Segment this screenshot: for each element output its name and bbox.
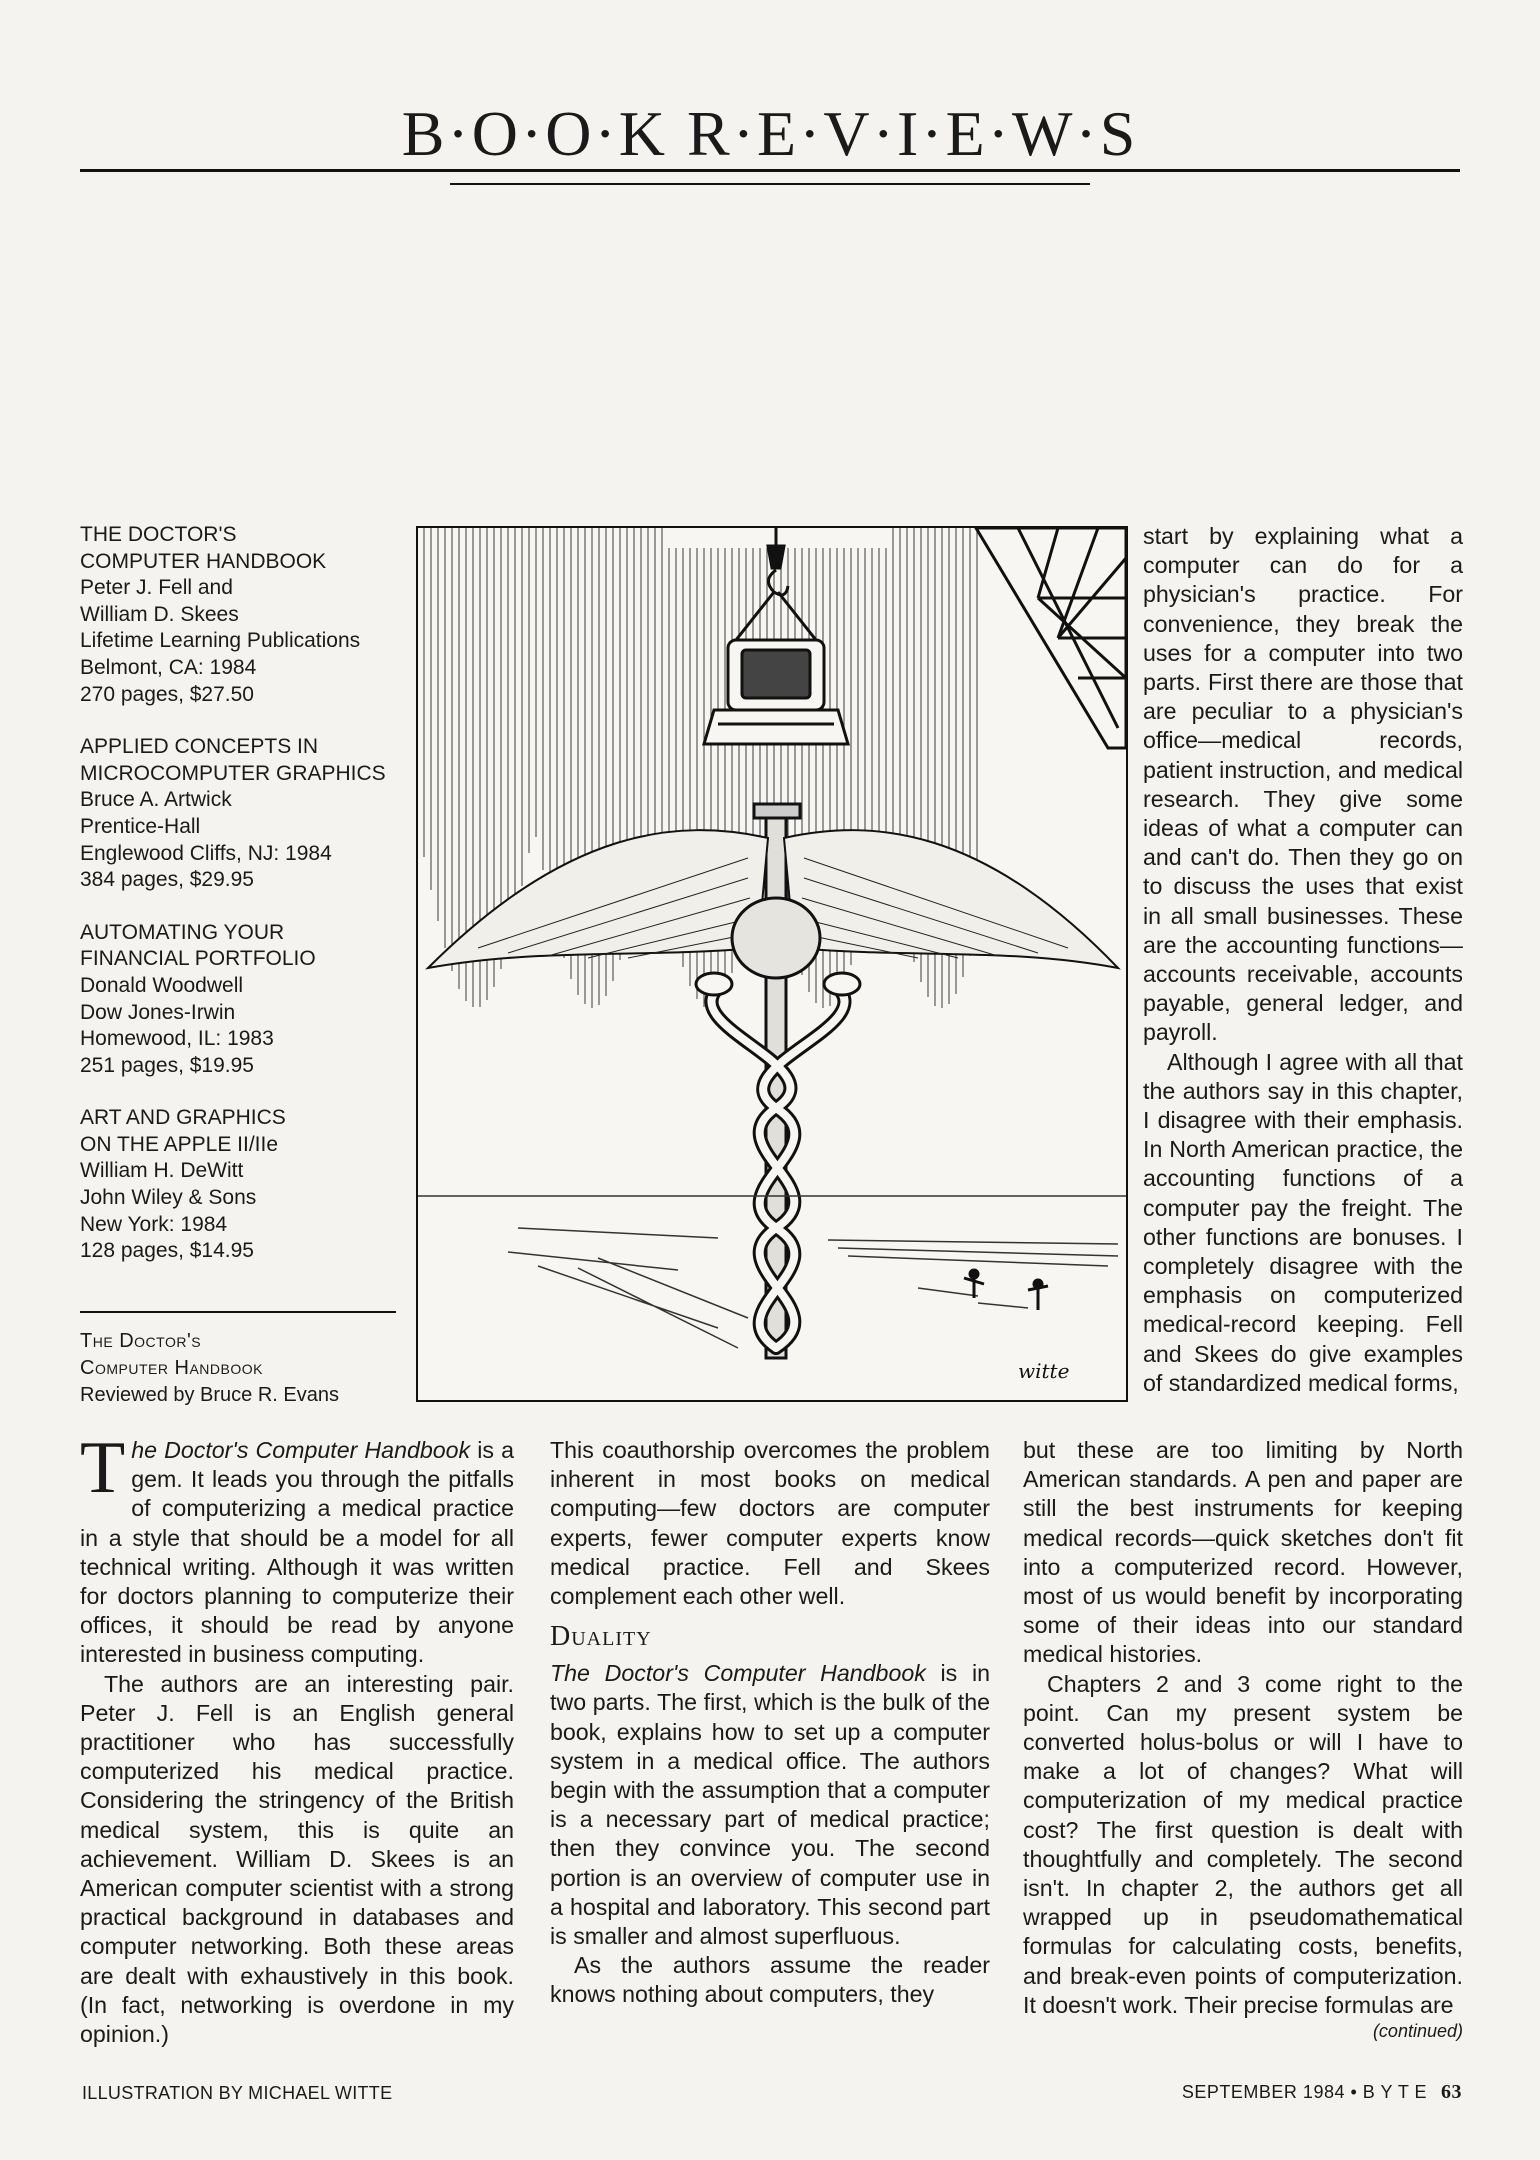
book-line: 384 pages, $29.95 — [80, 868, 254, 892]
book-line: John Wiley & Sons — [80, 1186, 257, 1210]
continued-note: (continued) — [1372, 2021, 1463, 2042]
paragraph-text: is a gem. It leads you through the pitfalls of computerizing a medical practice in a style that should be a model for all technical writing. Although it was written for doctors planning to computerize their offices, it should be read by anyone interested in business computing. — [80, 1437, 514, 1668]
page-footer — [1182, 2081, 1462, 2104]
book-line: Peter J. Fell and — [80, 576, 233, 600]
book-line: Englewood Cliffs, NJ: 1984 — [80, 841, 332, 865]
book-line: ON THE APPLE II/IIe — [80, 1132, 279, 1156]
review-title-line: Computer Handbook — [80, 1357, 263, 1379]
article-column-3 — [1023, 1436, 1463, 2042]
illustration-credit: ILLUSTRATION BY MICHAEL WITTE — [82, 2083, 393, 2103]
book-entry — [80, 1105, 420, 1265]
paragraph: Chapters 2 and 3 come right to the point. Can my present system be converted holus-bolus or will I have to make a lot of changes? What will computerization of my medical practice cost? The first question is dealt with thoughtfully and completely. The second isn't. In chapter 2, the authors get all wrapped up in pseudomathematical formulas for calculating costs, benefits, and break-even points of computerization. It doesn't work. Their precise formulas are — [1023, 1670, 1463, 2018]
book-line: MICROCOMPUTER GRAPHICS — [80, 761, 386, 785]
title-rule — [80, 169, 1460, 172]
book-line: APPLIED CONCEPTS IN — [80, 735, 319, 759]
book-line: Dow Jones-Irwin — [80, 1000, 236, 1024]
book-entry — [80, 522, 420, 708]
book-line: 128 pages, $14.95 — [80, 1239, 254, 1263]
book-line: 251 pages, $19.95 — [80, 1053, 254, 1077]
drop-cap: T — [80, 1427, 126, 1509]
paragraph-text: is in two parts. The first, which is the bulk of the book, explains how to set up a computer system in a medical office. The authors begin with the assumption that a computer is a necessary part of medical practice; then they convince you. The second portion is an overview of computer use in a hospital and laboratory. This second part is smaller and almost superfluous. — [550, 1660, 990, 1950]
paragraph: This coauthorship overcomes the problem inherent in most books on medical computing—few doctors are computer experts, fewer computer experts know medical practice. Fell and Skees complement each other well. — [550, 1437, 990, 1610]
paragraph — [550, 1659, 990, 1951]
review-divider — [80, 1311, 396, 1313]
artist-signature: witte — [1018, 1359, 1070, 1383]
book-line: William D. Skees — [80, 602, 239, 626]
book-line: Homewood, IL: 1983 — [80, 1027, 274, 1051]
article-column-top-right — [1143, 522, 1463, 1398]
book-line: AUTOMATING YOUR — [80, 920, 285, 944]
book-line: THE DOCTOR'S — [80, 523, 237, 546]
book-title-italic: The Doctor's Computer Handbook — [550, 1660, 926, 1687]
book-line: Prentice-Hall — [80, 814, 201, 838]
section-heading: Duality — [550, 1621, 652, 1653]
article-column-1 — [80, 1427, 514, 2049]
book-line: New York: 1984 — [80, 1212, 228, 1236]
review-heading — [80, 1328, 400, 1409]
illustration-drawing — [418, 528, 1126, 1400]
book-line: Belmont, CA: 1984 — [80, 655, 257, 679]
book-line: Bruce A. Artwick — [80, 788, 232, 812]
book-line: ART AND GRAPHICS — [80, 1106, 286, 1130]
caduceus-illustration — [416, 526, 1128, 1402]
paragraph: The authors are an interesting pair. Peter J. Fell is an English general practitioner who has successfully computerized his medical practice. Considering the stringency of the British medical system, this is quite an achievement. William D. Skees is an American computer scientist with a strong practical background in databases and computer networking. Both these areas are dealt with exhaustively in this book. (In fact, networking is overdone in my opinion.) — [80, 1670, 514, 2048]
paragraph: As the authors assume the reader knows nothing about computers, they — [550, 1952, 990, 2008]
book-line: COMPUTER HANDBOOK — [80, 549, 327, 573]
paragraph: Although I agree with all that the authors say in this chapter, I disagree with their emphasis. In North American practice, the accounting functions of a computer pay the freight. The other functions are bonuses. I completely disagree with the emphasis on computerized medical-record keeping. Fell and Skees do give examples of standardized medical forms, — [1143, 1048, 1463, 1396]
book-title-italic: he Doctor's Computer Handbook — [131, 1437, 471, 1463]
issue-label: SEPTEMBER 1984 • B Y T E — [1181, 2082, 1427, 2102]
paragraph: start by explaining what a computer can do for a physician's practice. For convenience, they break the uses for a computer into two parts. First there are those that are peculiar to a physician's office—medical records, patient instruction, and medical research. They give some ideas of what a computer can and can't do. Then they go on to discuss the uses that exist in all small businesses. These are the accounting functions—accounts receivable, accounts payable, general ledger, and payroll. — [1143, 523, 1463, 1046]
book-line: 270 pages, $27.50 — [80, 682, 254, 706]
book-line: Donald Woodwell — [80, 973, 244, 997]
book-entry — [80, 920, 420, 1080]
page-number: 63 — [1441, 2081, 1462, 2103]
title-underline — [450, 183, 1090, 185]
book-line: FINANCIAL PORTFOLIO — [80, 947, 316, 971]
paragraph — [80, 1427, 514, 1670]
paragraph: but these are too limiting by North American standards. A pen and paper are still the best instruments for keeping medical records—quick sketches don't fit into a computerized record. However, most of us would benefit by incorporating some of their ideas into our standard medical histories. — [1023, 1437, 1463, 1668]
article-column-2 — [550, 1436, 990, 2010]
review-title-line: The Doctor's — [80, 1330, 202, 1352]
book-line: Lifetime Learning Publications — [80, 629, 361, 653]
book-list — [80, 522, 420, 1291]
book-line: William H. DeWitt — [80, 1159, 244, 1183]
section-title: B·O·O·K R·E·V·I·E·W·S — [401, 98, 1139, 169]
book-entry — [80, 734, 420, 894]
reviewer-byline: Reviewed by Bruce R. Evans — [80, 1384, 340, 1406]
